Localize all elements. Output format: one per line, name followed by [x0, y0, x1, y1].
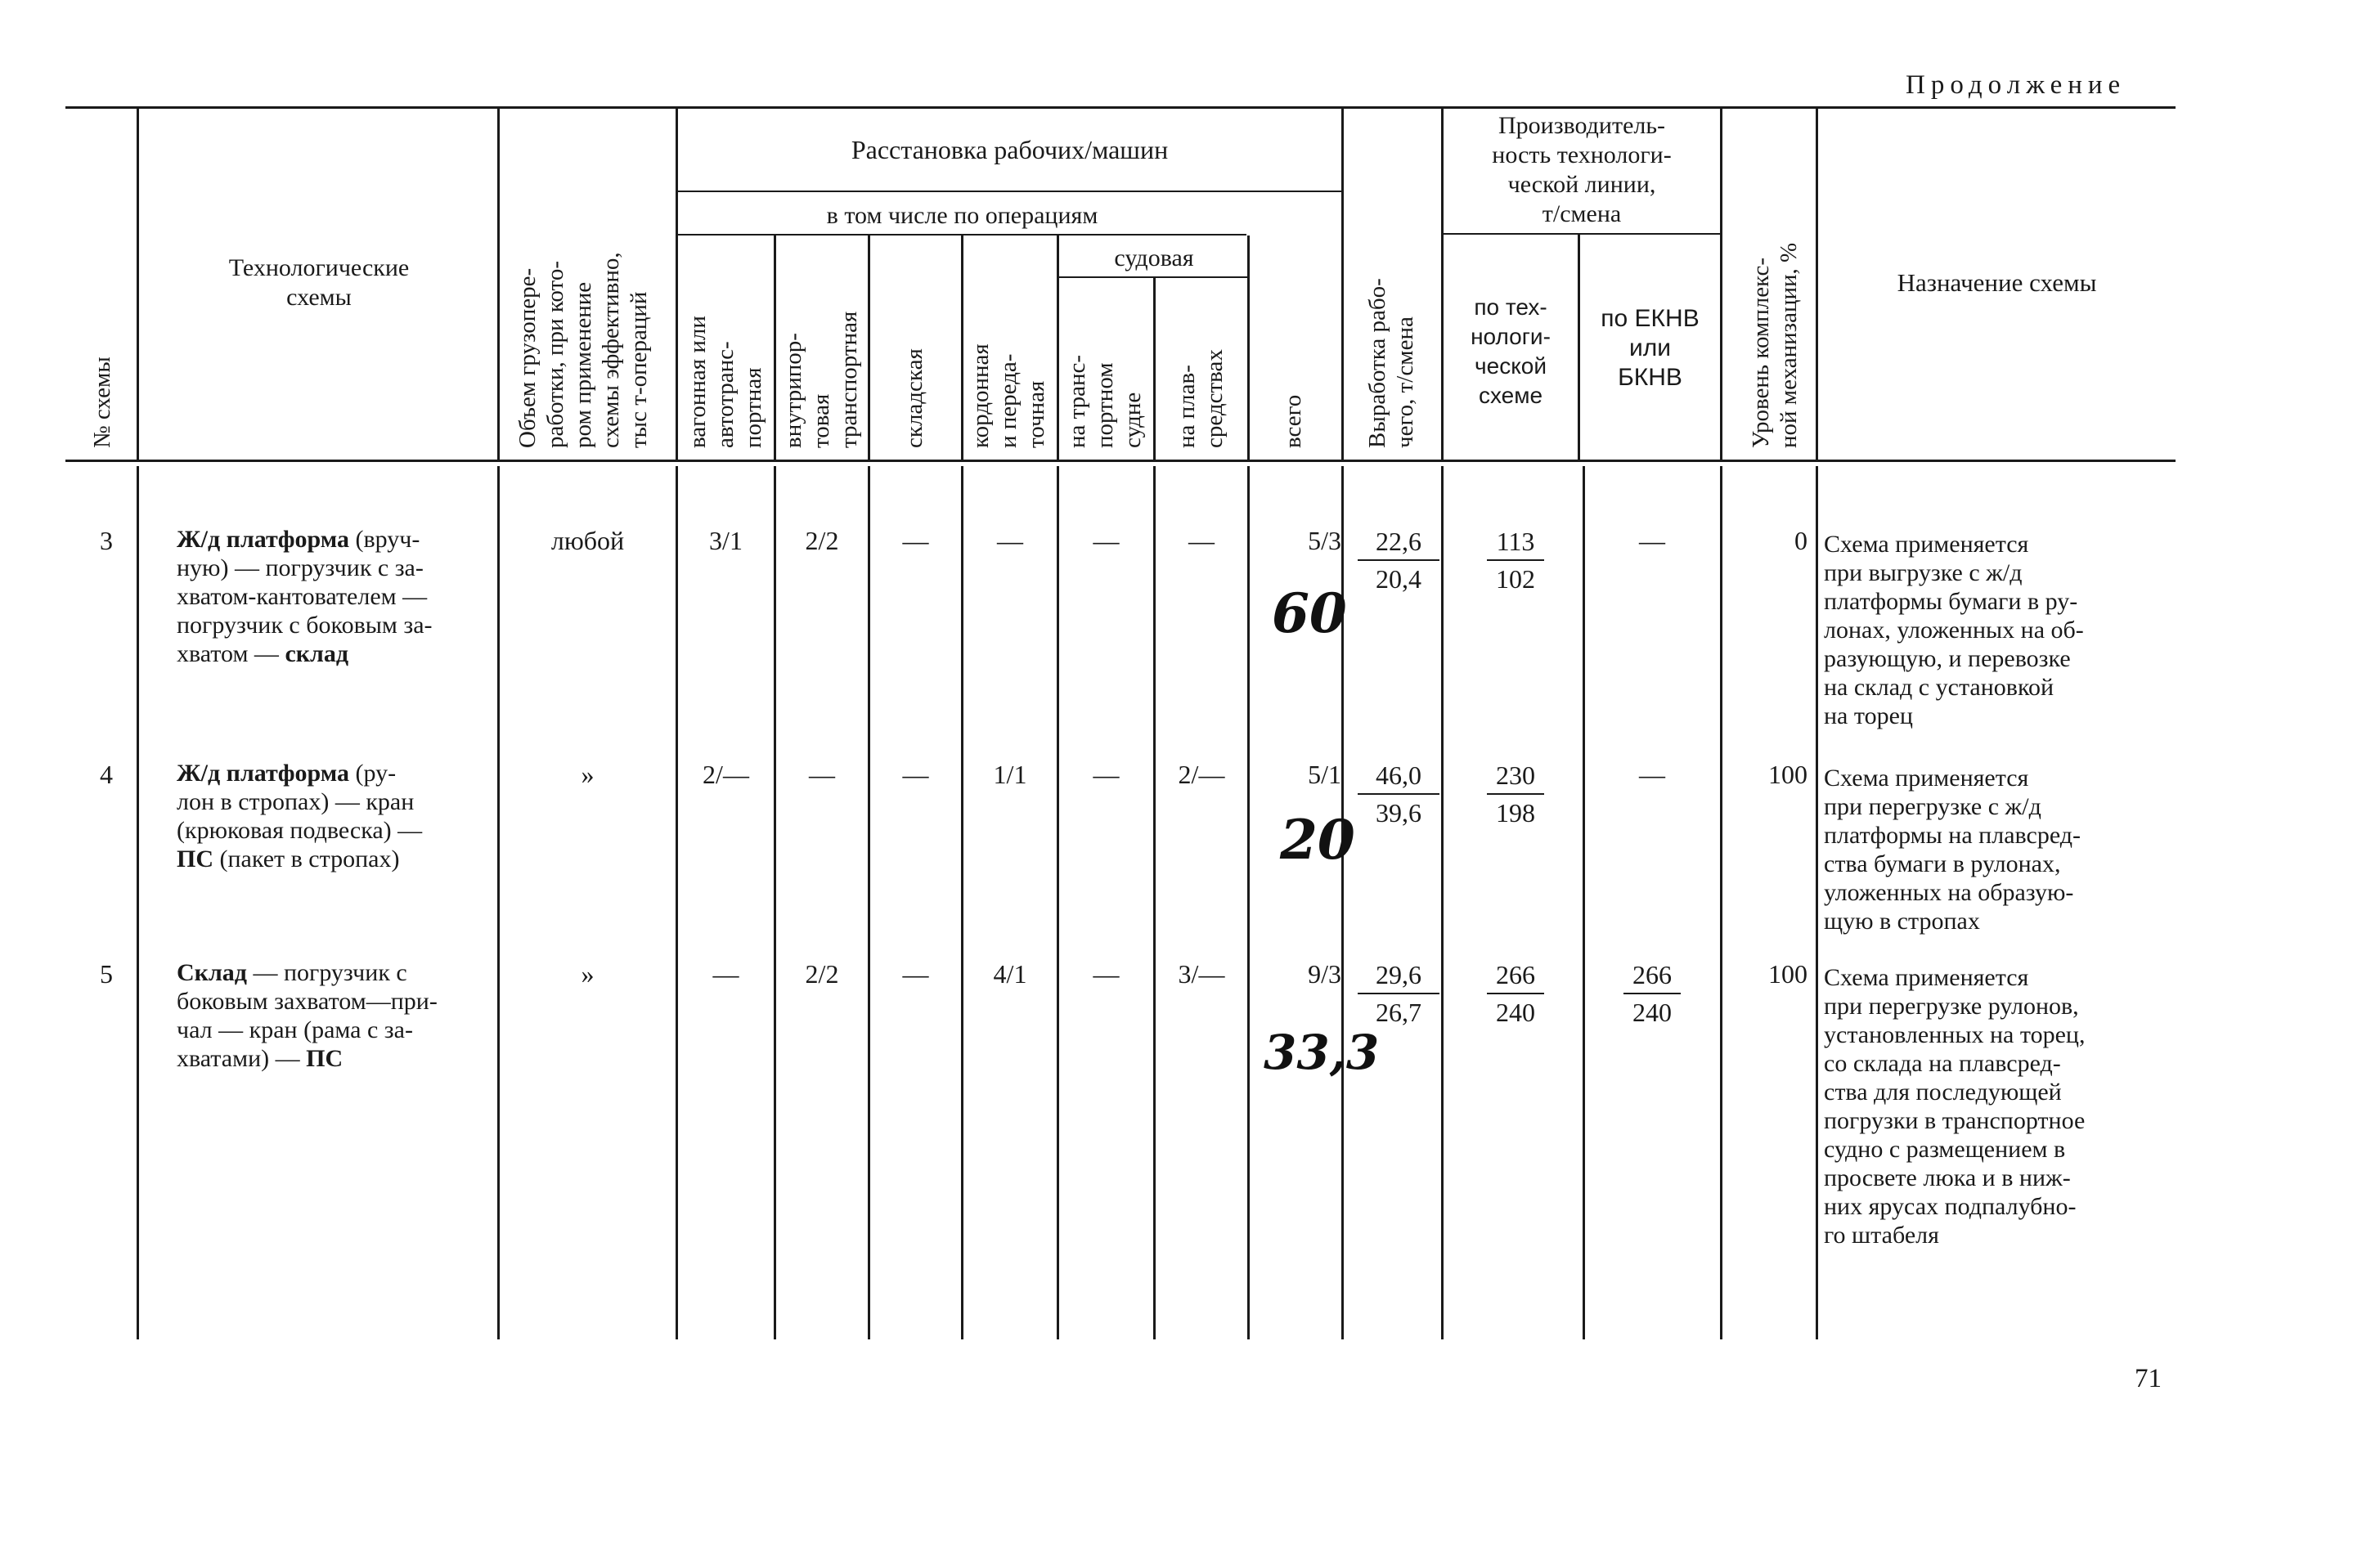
prod-tech-denominator: 102 [1496, 564, 1535, 594]
mech-value: 0 [1794, 526, 1807, 555]
purpose-line: уложенных на образую- [1824, 879, 2074, 906]
header-internal-line: транспортная [836, 311, 862, 448]
header-warehouse: складская [901, 348, 927, 448]
total-value: 9/3 [1308, 959, 1341, 989]
purpose-text [1824, 963, 2167, 1249]
purpose-line: них ярусах подпалубно- [1824, 1193, 2077, 1220]
scheme-text: — погрузчик с [246, 959, 407, 986]
prod-tech-numerator: 113 [1496, 527, 1535, 556]
header-mech-line: Уровень комплекс- [1748, 257, 1774, 448]
purpose-line: со склада на плавсред- [1824, 1050, 2061, 1077]
continuation-label: Продолжение [1906, 70, 2126, 100]
cordon-value: — [997, 526, 1023, 555]
prod-tech-denominator: 240 [1496, 998, 1535, 1027]
header-by-eknv-line: БКНВ [1618, 364, 1682, 391]
output-denominator: 26,7 [1376, 998, 1421, 1027]
volume-value: любой [550, 526, 625, 555]
scheme-text: (вруч- [348, 526, 420, 553]
output-numerator: 22,6 [1376, 527, 1421, 556]
wagon-value: 2/— [703, 760, 749, 789]
on-float-value: 2/— [1178, 760, 1225, 789]
body-col-divider [676, 466, 678, 1339]
prod-tech-numerator: 230 [1496, 760, 1535, 790]
prod-tech-fraction [1487, 525, 1544, 595]
header-volume-line: схемы эффективно, [598, 252, 624, 448]
header-volume-line: работки, при кото- [542, 261, 568, 448]
header-by-eknv [1580, 304, 1720, 392]
header-purpose: Назначение схемы [1897, 268, 2097, 297]
body-col-divider [961, 466, 963, 1339]
header-mech-line: ной механизации, % [1776, 242, 1802, 448]
handwritten-note: 33,3 [1264, 1025, 1380, 1080]
purpose-line: разующую, и перевозке [1824, 645, 2071, 672]
header-internal-line: товая [808, 393, 834, 448]
header-by-tech [1444, 293, 1578, 410]
fraction-bar [1358, 993, 1439, 994]
subheader-rule [1444, 233, 1720, 235]
body-col-divider [868, 466, 870, 1339]
header-productivity [1444, 111, 1720, 229]
col-divider [497, 109, 500, 460]
header-cordon-line: кордонная [968, 343, 994, 448]
purpose-line: Схема применяется [1824, 765, 2029, 792]
header-by-eknv-line: или [1628, 334, 1672, 361]
header-by-tech-line: нологи- [1471, 324, 1551, 349]
prod-eknv-numerator: 266 [1632, 960, 1672, 989]
header-on-float-line: на плав- [1174, 365, 1200, 448]
row-number: 5 [100, 959, 113, 989]
mech-value: 100 [1768, 760, 1807, 789]
prod-tech-denominator: 198 [1496, 798, 1535, 828]
output-denominator: 20,4 [1376, 564, 1421, 594]
header-tech-line: Технологические [228, 254, 410, 281]
warehouse-value: — [902, 760, 929, 789]
scheme-bold: Ж/д платформа [177, 760, 349, 787]
purpose-line: платформы бумаги в ру- [1824, 588, 2078, 615]
scheme-text: хватом-кантователем — [177, 583, 428, 610]
header-productivity-line: Производитель- [1498, 112, 1666, 139]
wagon-value: 3/1 [709, 526, 743, 555]
output-fraction [1358, 958, 1439, 1029]
purpose-line: платформы на плавсред- [1824, 822, 2081, 849]
scheme-text: хватами) — [177, 1045, 307, 1072]
header-placement: Расстановка рабочих/машин [851, 135, 1169, 164]
on-float-value: — [1188, 526, 1215, 555]
header-by-eknv-line: по ЕКНВ [1601, 305, 1700, 332]
header-bottom-rule [65, 460, 2176, 462]
body-col-divider [1057, 466, 1059, 1339]
table-top-rule [65, 106, 2176, 109]
body-col-divider [497, 466, 500, 1339]
purpose-line: Схема применяется [1824, 964, 2029, 991]
scheme-bold: Ж/д платформа [177, 526, 349, 553]
scheme-bold: ПС [177, 846, 213, 872]
scheme-text: чал — кран (рама с за- [177, 1016, 413, 1043]
scheme-description [177, 759, 487, 873]
body-col-divider [1153, 466, 1156, 1339]
subheader-rule [678, 191, 1341, 192]
header-by-tech-line: по тех- [1474, 294, 1547, 320]
page-number: 71 [2135, 1364, 2162, 1393]
row-number: 4 [100, 760, 113, 789]
body-col-divider [1583, 466, 1585, 1339]
fraction-bar [1358, 559, 1439, 561]
header-wagon-line: портная [740, 367, 766, 448]
header-output-line: Выработка рабо- [1364, 278, 1390, 448]
scheme-text: боковым захватом—при- [177, 988, 438, 1015]
scheme-text: (ру- [348, 760, 397, 787]
body-col-divider [774, 466, 776, 1339]
col-divider [137, 109, 139, 460]
internal-value: — [809, 760, 835, 789]
on-float-value: 3/— [1178, 959, 1225, 989]
header-by-operations: в том числе по операциям [826, 202, 1098, 229]
col-divider [1341, 109, 1344, 460]
fraction-bar [1358, 793, 1439, 795]
purpose-line: при перегрузке с ж/д [1824, 793, 2041, 820]
fraction-bar [1623, 993, 1681, 994]
purpose-line: лонах, уложенных на об- [1824, 617, 2084, 644]
header-output-line: чего, т/смена [1392, 316, 1418, 448]
header-on-ship-line: портном [1092, 362, 1118, 448]
total-value: 5/1 [1308, 760, 1341, 789]
body-col-divider [137, 466, 139, 1339]
output-denominator: 39,6 [1376, 798, 1421, 828]
cordon-value: 4/1 [993, 959, 1027, 989]
col-divider [961, 235, 963, 460]
header-ship: судовая [1114, 244, 1194, 271]
purpose-text [1824, 764, 2167, 935]
scheme-bold: склад [285, 640, 349, 667]
purpose-line: щую в стропах [1824, 908, 1980, 935]
col-divider [868, 235, 870, 460]
header-volume-line: тыс т-операций [626, 291, 652, 448]
scheme-text: лон в стропах) — кран [177, 788, 415, 815]
purpose-line: на торец [1824, 702, 1913, 729]
header-wagon-line: вагонная или [685, 316, 711, 448]
volume-value: » [581, 760, 595, 789]
internal-value: 2/2 [805, 959, 839, 989]
purpose-line: Схема применяется [1824, 531, 2029, 558]
header-on-ship-line: на транс- [1064, 354, 1090, 448]
col-divider [1153, 278, 1156, 460]
header-on-float-line: средствах [1201, 349, 1228, 448]
purpose-line: при выгрузке с ж/д [1824, 559, 2023, 586]
scheme-description [177, 958, 487, 1073]
handwritten-note: 60 [1272, 581, 1347, 645]
scheme-text: (крюковая подвеска) — [177, 817, 423, 844]
body-col-divider [1247, 466, 1250, 1339]
header-by-tech-line: схеме [1478, 383, 1543, 408]
col-divider [774, 235, 776, 460]
header-productivity-line: ность технологи- [1492, 141, 1672, 168]
header-tech-schemes [155, 253, 483, 312]
output-fraction [1358, 525, 1439, 595]
total-value: 5/3 [1308, 526, 1341, 555]
cordon-value: 1/1 [993, 760, 1027, 789]
header-volume-line: Объем грузопере- [514, 267, 541, 448]
on-ship-value: — [1093, 760, 1120, 789]
purpose-line: просвете люка и в ниж- [1824, 1164, 2071, 1191]
warehouse-value: — [902, 526, 929, 555]
scheme-text: хватом — [177, 640, 285, 667]
header-scheme-number: № схемы [89, 357, 115, 448]
scheme-text: ную) — погрузчик с за- [177, 554, 424, 581]
body-col-divider [1720, 466, 1722, 1339]
wagon-value: — [712, 959, 739, 989]
fraction-bar [1487, 793, 1544, 795]
scheme-bold: Склад [177, 959, 247, 986]
scheme-text: погрузчик с боковым за- [177, 612, 433, 639]
scheme-text: (пакет в стропах) [213, 846, 400, 872]
header-total: всего [1280, 394, 1306, 448]
prod-tech-fraction [1487, 759, 1544, 829]
prod-eknv-value: — [1639, 526, 1665, 555]
purpose-text [1824, 530, 2167, 730]
header-cordon-line: и переда- [995, 353, 1022, 448]
purpose-line: при перегрузке рулонов, [1824, 993, 2079, 1020]
prod-tech-fraction [1487, 958, 1544, 1029]
purpose-line: го штабеля [1824, 1222, 1939, 1249]
warehouse-value: — [902, 959, 929, 989]
body-col-divider [1441, 466, 1444, 1339]
header-by-tech-line: ческой [1475, 353, 1547, 379]
header-wagon-line: автотранс- [712, 341, 739, 448]
header-cordon-line: точная [1023, 380, 1049, 448]
purpose-line: погрузки в транспортное [1824, 1107, 2086, 1134]
col-divider [1720, 109, 1722, 460]
header-productivity-line: т/смена [1542, 200, 1622, 227]
handwritten-note: 20 [1280, 808, 1355, 872]
purpose-line: на склад с установкой [1824, 674, 2054, 701]
purpose-line: установленных на торец, [1824, 1021, 2086, 1048]
row-number: 3 [100, 526, 113, 555]
output-numerator: 29,6 [1376, 960, 1421, 989]
header-volume-line: ром применение [570, 281, 596, 448]
purpose-line: судно с размещением в [1824, 1136, 2066, 1163]
mech-value: 100 [1768, 959, 1807, 989]
internal-value: 2/2 [805, 526, 839, 555]
on-ship-value: — [1093, 959, 1120, 989]
header-productivity-line: ческой линии, [1507, 171, 1656, 198]
prod-eknv-denominator: 240 [1632, 998, 1672, 1027]
purpose-line: ства для последующей [1824, 1079, 2062, 1106]
prod-tech-numerator: 266 [1496, 960, 1535, 989]
scheme-bold: ПС [306, 1045, 344, 1072]
output-numerator: 46,0 [1376, 760, 1421, 790]
fraction-bar [1487, 993, 1544, 994]
header-tech-line: схемы [286, 284, 352, 311]
header-on-ship-line: судне [1120, 392, 1146, 448]
body-col-divider [1816, 466, 1818, 1339]
prod-eknv-fraction [1623, 958, 1681, 1029]
purpose-line: ства бумаги в рулонах, [1824, 850, 2061, 877]
header-internal-line: внутрипор- [780, 333, 806, 448]
prod-eknv-value: — [1639, 760, 1665, 789]
fraction-bar [1487, 559, 1544, 561]
output-fraction [1358, 759, 1439, 829]
volume-value: » [581, 959, 595, 989]
on-ship-value: — [1093, 526, 1120, 555]
scheme-description [177, 525, 487, 668]
